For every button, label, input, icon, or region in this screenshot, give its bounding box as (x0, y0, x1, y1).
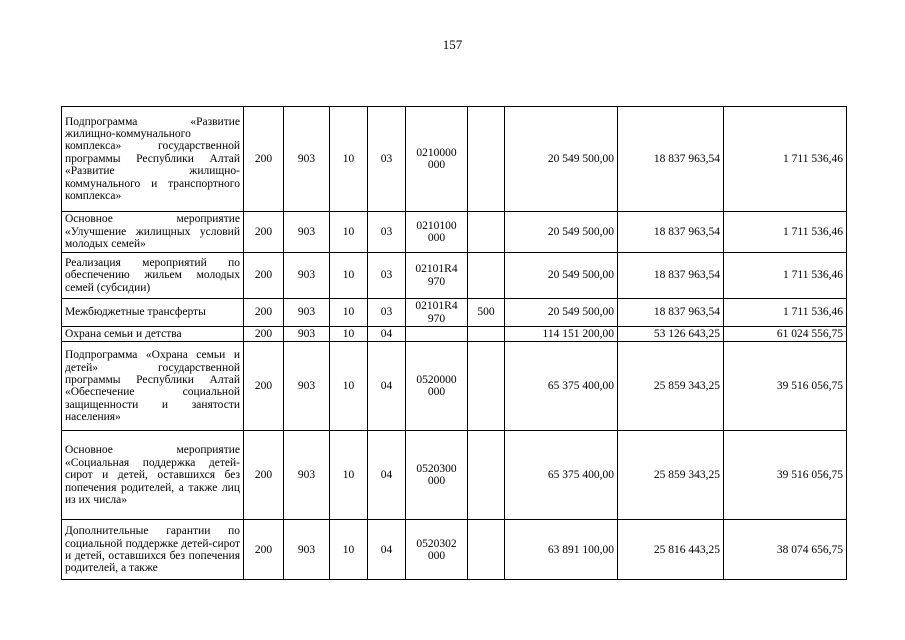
cell-sum-2: 25 816 443,25 (618, 520, 724, 580)
cell-pr: 10 (330, 431, 368, 520)
cell-vr (468, 327, 505, 342)
table-row (62, 212, 847, 253)
cell-rz: 903 (284, 327, 330, 342)
cell-vr (468, 431, 505, 520)
cell-grbs: 200 (244, 212, 284, 253)
cell-csr-a: 03 (368, 299, 406, 327)
cell-sum-3: 39 516 056,75 (724, 431, 847, 520)
cell-sum-1: 20 549 500,00 (505, 299, 618, 327)
cell-sum-1: 20 549 500,00 (505, 212, 618, 253)
cell-grbs: 200 (244, 253, 284, 299)
cell-csr-a: 04 (368, 342, 406, 431)
cell-csr-a: 04 (368, 520, 406, 580)
cell-name: Подпрограмма «Развитие жилищно-коммунального комплекса» государственной программы Республики Алтай «Развитие жилищно-коммунального и транспортного комплекса» (62, 107, 244, 212)
cell-pr: 10 (330, 520, 368, 580)
cell-sum-3: 1 711 536,46 (724, 107, 847, 212)
cell-csr: 0210100 000 (406, 212, 468, 253)
table-row (62, 342, 847, 431)
cell-name: Межбюджетные трансферты (62, 299, 244, 327)
cell-rz: 903 (284, 212, 330, 253)
cell-rz: 903 (284, 107, 330, 212)
cell-csr-a: 04 (368, 327, 406, 342)
cell-vr (468, 520, 505, 580)
table-row (62, 299, 847, 327)
page-number: 157 (442, 37, 463, 52)
cell-csr-a: 03 (368, 212, 406, 253)
cell-sum-3: 1 711 536,46 (724, 253, 847, 299)
cell-sum-1: 20 549 500,00 (505, 107, 618, 212)
cell-sum-3: 39 516 056,75 (724, 342, 847, 431)
cell-pr: 10 (330, 327, 368, 342)
cell-sum-1: 65 375 400,00 (505, 431, 618, 520)
cell-name: Подпрограмма «Охрана семьи и детей» государственной программы Республики Алтай «Обеспечение социальной защищенности и занятости населения» (62, 342, 244, 431)
cell-csr: 0210000 000 (406, 107, 468, 212)
cell-grbs: 200 (244, 431, 284, 520)
cell-sum-2: 25 859 343,25 (618, 342, 724, 431)
cell-grbs: 200 (244, 342, 284, 431)
cell-csr (406, 327, 468, 342)
cell-name: Основное мероприятие «Социальная поддержка детей-сирот и детей, оставшихся без попечения родителей, а также лиц из их числа» (62, 431, 244, 520)
cell-csr-a: 03 (368, 107, 406, 212)
cell-csr: 02101R4 970 (406, 253, 468, 299)
cell-name: Реализация мероприятий по обеспечению жильем молодых семей (субсидии) (62, 253, 244, 299)
cell-grbs: 200 (244, 299, 284, 327)
cell-sum-3: 1 711 536,46 (724, 212, 847, 253)
cell-sum-3: 38 074 656,75 (724, 520, 847, 580)
cell-rz: 903 (284, 299, 330, 327)
cell-csr: 0520300 000 (406, 431, 468, 520)
cell-grbs: 200 (244, 520, 284, 580)
table-row (62, 520, 847, 580)
cell-rz: 903 (284, 520, 330, 580)
cell-vr (468, 253, 505, 299)
cell-sum-2: 25 859 343,25 (618, 431, 724, 520)
cell-csr: 02101R4 970 (406, 299, 468, 327)
cell-sum-1: 63 891 100,00 (505, 520, 618, 580)
cell-sum-3: 61 024 556,75 (724, 327, 847, 342)
cell-rz: 903 (284, 253, 330, 299)
cell-pr: 10 (330, 212, 368, 253)
cell-sum-2: 53 126 643,25 (618, 327, 724, 342)
budget-table (61, 106, 847, 580)
table-body (62, 107, 847, 580)
cell-csr-a: 03 (368, 253, 406, 299)
cell-sum-2: 18 837 963,54 (618, 299, 724, 327)
cell-sum-3: 1 711 536,46 (724, 299, 847, 327)
cell-vr (468, 107, 505, 212)
cell-vr (468, 342, 505, 431)
cell-vr (468, 212, 505, 253)
cell-pr: 10 (330, 299, 368, 327)
cell-sum-2: 18 837 963,54 (618, 107, 724, 212)
cell-sum-1: 65 375 400,00 (505, 342, 618, 431)
cell-rz: 903 (284, 342, 330, 431)
table-row (62, 327, 847, 342)
cell-grbs: 200 (244, 107, 284, 212)
cell-csr: 0520302 000 (406, 520, 468, 580)
table-row (62, 107, 847, 212)
cell-name: Основное мероприятие «Улучшение жилищных условий молодых семей» (62, 212, 244, 253)
cell-pr: 10 (330, 342, 368, 431)
table-row (62, 431, 847, 520)
cell-sum-1: 114 151 200,00 (505, 327, 618, 342)
table-row (62, 253, 847, 299)
cell-pr: 10 (330, 253, 368, 299)
cell-name: Дополнительные гарантии по социальной поддержке детей-сирот и детей, оставшихся без попечения родителей, а также (62, 520, 244, 580)
cell-csr-a: 04 (368, 431, 406, 520)
cell-grbs: 200 (244, 327, 284, 342)
cell-sum-1: 20 549 500,00 (505, 253, 618, 299)
cell-rz: 903 (284, 431, 330, 520)
cell-pr: 10 (330, 107, 368, 212)
cell-vr: 500 (468, 299, 505, 327)
cell-name: Охрана семьи и детства (62, 327, 244, 342)
cell-sum-2: 18 837 963,54 (618, 253, 724, 299)
cell-csr: 0520000 000 (406, 342, 468, 431)
cell-sum-2: 18 837 963,54 (618, 212, 724, 253)
